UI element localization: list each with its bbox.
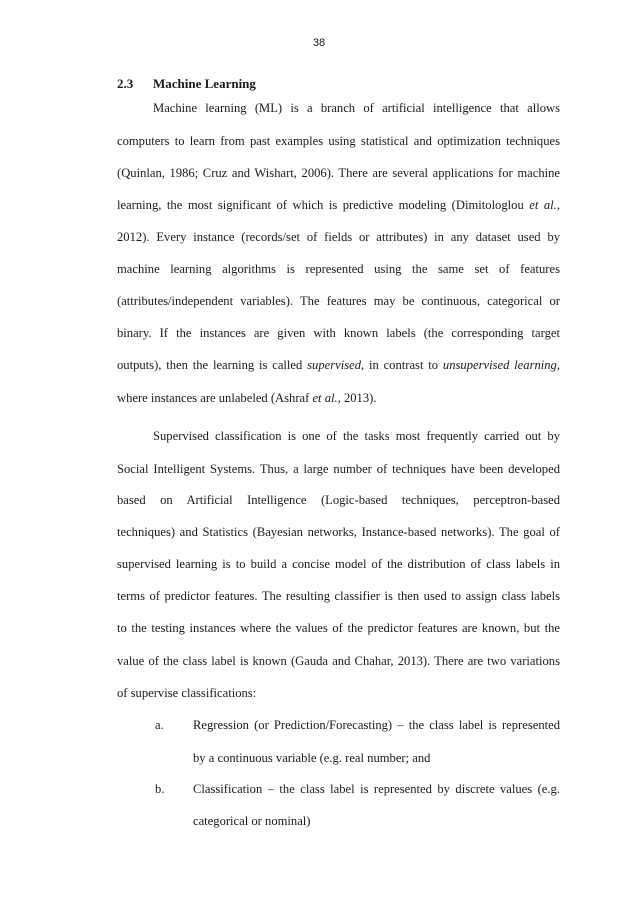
list-item-marker: b. (155, 782, 165, 796)
paragraph-1-line: computers to learn from past examples using statistical and optimization techniques (117, 134, 560, 148)
paragraph-2-line: terms of predictor features. The resulting classifier is then used to assign class labels (117, 589, 560, 603)
paragraph-2-line: Social Intelligent Systems. Thus, a large number of techniques have been developed (117, 462, 560, 476)
section-heading (117, 76, 256, 92)
paragraph-2-line: supervised learning is to build a concise model of the distribution of class labels in (117, 557, 560, 571)
paragraph-2-line: of supervise classifications: (117, 686, 257, 700)
paragraph-2-line: techniques) and Statistics (Bayesian networks, Instance-based networks). The goal of (117, 525, 560, 539)
paragraph-1-line: binary. If the instances are given with known labels (the corresponding target (117, 326, 560, 340)
paragraph-1-line: where instances are unlabeled (Ashraf et al., 2013). (117, 391, 377, 405)
page-number: 38 (312, 37, 326, 49)
list-item-text: Classification – the class label is represented by discrete values (e.g. (193, 782, 560, 796)
paragraph-2-line: to the testing instances where the values of the predictor features are known, but the (117, 621, 560, 635)
paragraph-1-line: (Quinlan, 1986; Cruz and Wishart, 2006). There are several applications for machine (117, 166, 560, 180)
list-item-text: by a continuous variable (e.g. real number; and (193, 751, 431, 765)
paragraph-2-line: Supervised classification is one of the tasks most frequently carried out by (153, 429, 560, 443)
section-title: Machine Learning (153, 76, 256, 91)
paragraph-1-line: learning, the most significant of which is predictive modeling (Dimitologlou et al., (117, 198, 560, 212)
paragraph-2-line: value of the class label is known (Gauda and Chahar, 2013). There are two variations (117, 654, 560, 668)
list-item-marker: a. (155, 718, 164, 732)
paragraph-1-line: Machine learning (ML) is a branch of artificial intelligence that allows (153, 101, 560, 115)
list-item-text: categorical or nominal) (193, 814, 311, 828)
paragraph-1-line: machine learning algorithms is represented using the same set of features (117, 262, 560, 276)
paragraph-2-line: based on Artificial Intelligence (Logic-based techniques, perceptron-based (117, 493, 560, 507)
paragraph-1-line: 2012). Every instance (records/set of fields or attributes) in any dataset used by (117, 230, 560, 244)
paragraph-1-line: outputs), then the learning is called supervised, in contrast to unsupervised learning, (117, 358, 561, 372)
paragraph-1-line: (attributes/independent variables). The features may be continuous, categorical or (117, 294, 560, 308)
section-number: 2.3 (117, 76, 134, 91)
list-item-text: Regression (or Prediction/Forecasting) – the class label is represented (193, 718, 560, 732)
